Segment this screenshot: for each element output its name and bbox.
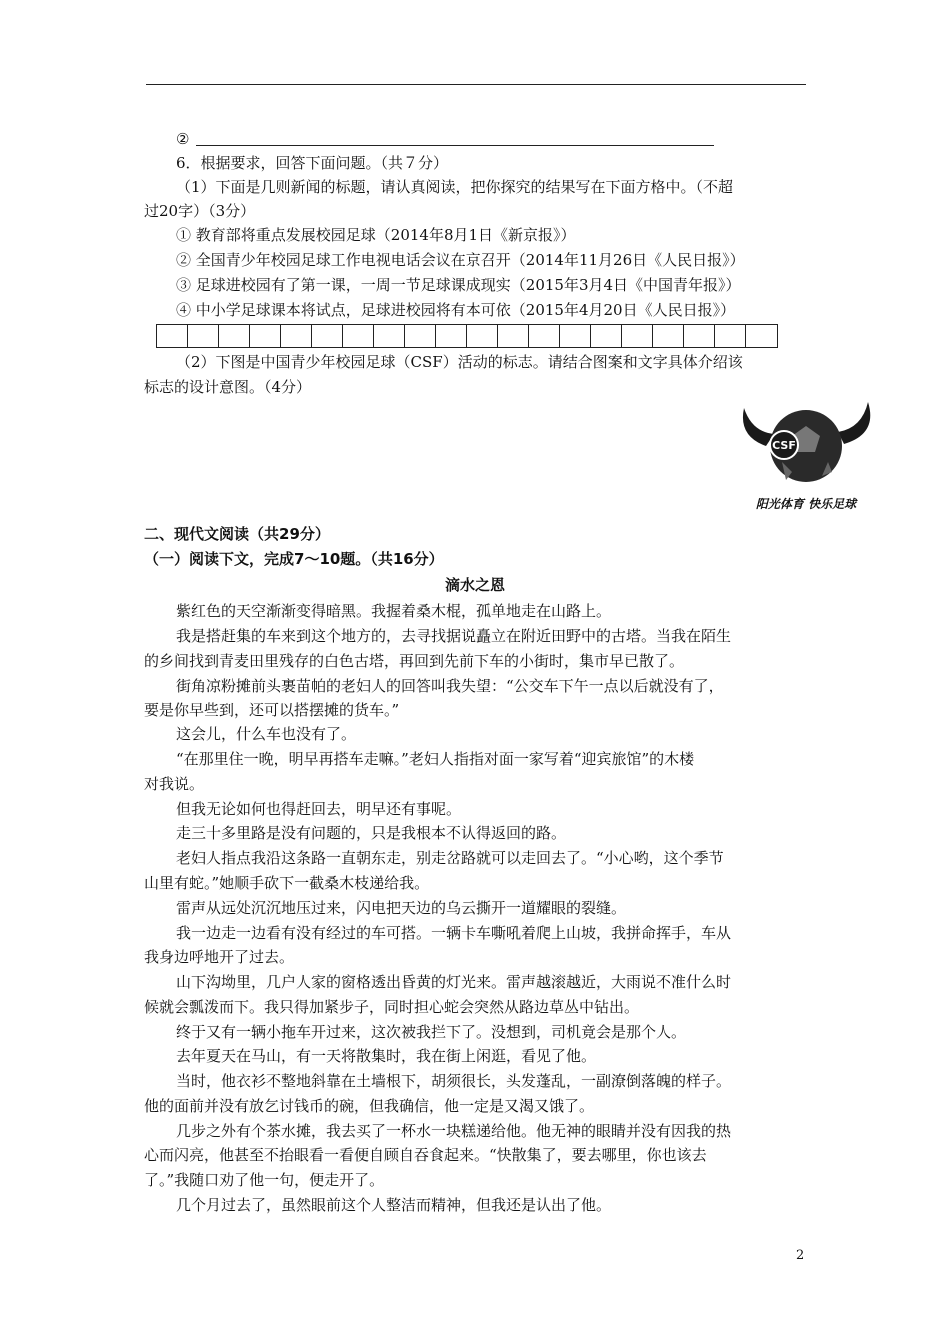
grid-cell[interactable] — [622, 325, 653, 347]
csf-badge-text: CSF — [772, 439, 796, 452]
page-number: 2 — [796, 1248, 805, 1263]
grid-cell[interactable] — [250, 325, 281, 347]
story-line: 街角凉粉摊前头裹苗帕的老妇人的回答叫我失望：“公交车下午一点以后就没有了， — [176, 677, 724, 695]
story-line: 终于又有一辆小拖车开过来，这次被我拦下了。没想到，司机竟会是那个人。 — [176, 1023, 687, 1041]
story-line: 当时，他衣衫不整地斜靠在土墙根下，胡须很长，头发蓬乱，一副潦倒落魄的样子。 — [176, 1072, 732, 1090]
answer-marker: ② — [176, 130, 190, 148]
story-line: 几个月过去了，虽然眼前这个人整洁而精神，但我还是认出了他。 — [176, 1196, 612, 1214]
story-line: 老妇人指点我沿这条路一直朝东走，别走岔路就可以走回去了。“小心哟，这个季节 — [176, 849, 724, 867]
question-6-part1-line2: 过20字）（3分） — [144, 202, 256, 220]
story-line: 我是搭赶集的车来到这个地方的，去寻找据说矗立在附近田野中的古塔。当我在陌生 — [176, 627, 732, 645]
question-6-part1-line1: （1）下面是几则新闻的标题，请认真阅读，把你探究的结果写在下面方格中。（不超 — [176, 178, 734, 196]
logo-left-wing — [743, 408, 774, 446]
logo-slogan: 阳光体育 快乐足球 — [755, 497, 857, 511]
story-line: 心而闪亮，他甚至不抬眼看一看便自顾自吞食起来。“快散集了，要去哪里，你也该去 — [144, 1146, 707, 1164]
story-line: “在那里住一晚，明早再搭车走嘛。”老妇人指指对面一家写着“迎宾旅馆”的木楼 — [176, 750, 695, 768]
story-line: 几步之外有个茶水摊，我去买了一杯水一块糕递给他。他无神的眼睛并没有因我的热 — [176, 1122, 732, 1140]
story-line: 他的面前并没有放乞讨钱币的碗，但我确信，他一定是又渴又饿了。 — [144, 1097, 595, 1115]
story-line: 我一边走一边看有没有经过的车可搭。一辆卡车嘶吼着爬上山坡，我拼命挥手，车从 — [176, 924, 732, 942]
story-line: 山下沟坳里，几户人家的窗格透出昏黄的灯光来。雷声越滚越近，大雨说不准什么时 — [176, 973, 732, 991]
top-rule — [146, 84, 806, 85]
story-line: 但我无论如何也得赶回去，明早还有事呢。 — [176, 800, 462, 818]
grid-cell[interactable] — [281, 325, 312, 347]
story-line: 走三十多里路是没有问题的，只是我根本不认得返回的路。 — [176, 824, 567, 842]
grid-cell[interactable] — [312, 325, 343, 347]
section-2-heading: 二、现代文阅读（共29分） — [144, 525, 330, 543]
story-title: 滴水之恩 — [444, 576, 505, 594]
headline-2: ② 全国青少年校园足球工作电视电话会议在京召开（2014年11月26日《人民日报》） — [176, 251, 745, 269]
story-line: 去年夏天在马山，有一天将散集时，我在街上闲逛，看见了他。 — [176, 1047, 597, 1065]
grid-cell[interactable] — [684, 325, 715, 347]
story-line: 紫红色的天空渐渐变得暗黑。我握着桑木棍，孤单地走在山路上。 — [176, 602, 612, 620]
grid-cell[interactable] — [746, 325, 777, 347]
answer-blank-line — [196, 145, 714, 146]
grid-cell[interactable] — [715, 325, 746, 347]
headline-1: ① 教育部将重点发展校园足球（2014年8月1日《新京报》） — [176, 226, 576, 244]
story-line: 的乡间找到青麦田里残存的白色古塔，再回到先前下车的小街时，集市早已散了。 — [144, 652, 685, 670]
story-line: 我身边呼地开了过去。 — [144, 948, 295, 966]
grid-cell[interactable] — [374, 325, 405, 347]
story-line: 要是你早些到，还可以搭摆摊的货车。” — [144, 701, 400, 719]
question-6-part2-line1: （2）下图是中国青少年校园足球（CSF）活动的标志。请结合图案和文字具体介绍该 — [176, 353, 743, 371]
csf-logo — [740, 398, 872, 516]
story-line: 了。”我随口劝了他一句，便走开了。 — [144, 1171, 385, 1189]
answer-grid[interactable] — [156, 324, 778, 348]
story-line: 山里有蛇。”她顺手砍下一截桑木枝递给我。 — [144, 874, 430, 892]
grid-cell[interactable] — [498, 325, 529, 347]
grid-cell[interactable] — [188, 325, 219, 347]
story-line: 这会儿，什么车也没有了。 — [176, 725, 357, 743]
grid-cell[interactable] — [529, 325, 560, 347]
grid-cell[interactable] — [467, 325, 498, 347]
logo-right-wing — [838, 402, 870, 444]
grid-cell[interactable] — [653, 325, 684, 347]
story-line: 对我说。 — [144, 775, 205, 793]
section-2-subheading: （一）阅读下文，完成7～10题。（共16分） — [144, 550, 444, 568]
story-line: 雷声从远处沉沉地压过来，闪电把天边的乌云撕开一道耀眼的裂缝。 — [176, 899, 627, 917]
story-line: 候就会瓢泼而下。我只得加紧步子，同时担心蛇会突然从路边草丛中钻出。 — [144, 998, 640, 1016]
grid-cell[interactable] — [343, 325, 374, 347]
grid-cell[interactable] — [405, 325, 436, 347]
grid-cell[interactable] — [436, 325, 467, 347]
headline-4: ④ 中小学足球课本将试点，足球进校园将有本可依（2015年4月20日《人民日报》） — [176, 301, 736, 319]
grid-cell[interactable] — [219, 325, 250, 347]
question-6-heading: 6．根据要求，回答下面问题。（共７分） — [176, 154, 449, 172]
grid-cell[interactable] — [157, 325, 188, 347]
grid-cell[interactable] — [591, 325, 622, 347]
grid-cell[interactable] — [560, 325, 591, 347]
question-6-part2-line2: 标志的设计意图。（4分） — [144, 378, 312, 396]
headline-3: ③ 足球进校园有了第一课，一周一节足球课成现实（2015年3月4日《中国青年报》） — [176, 276, 741, 294]
